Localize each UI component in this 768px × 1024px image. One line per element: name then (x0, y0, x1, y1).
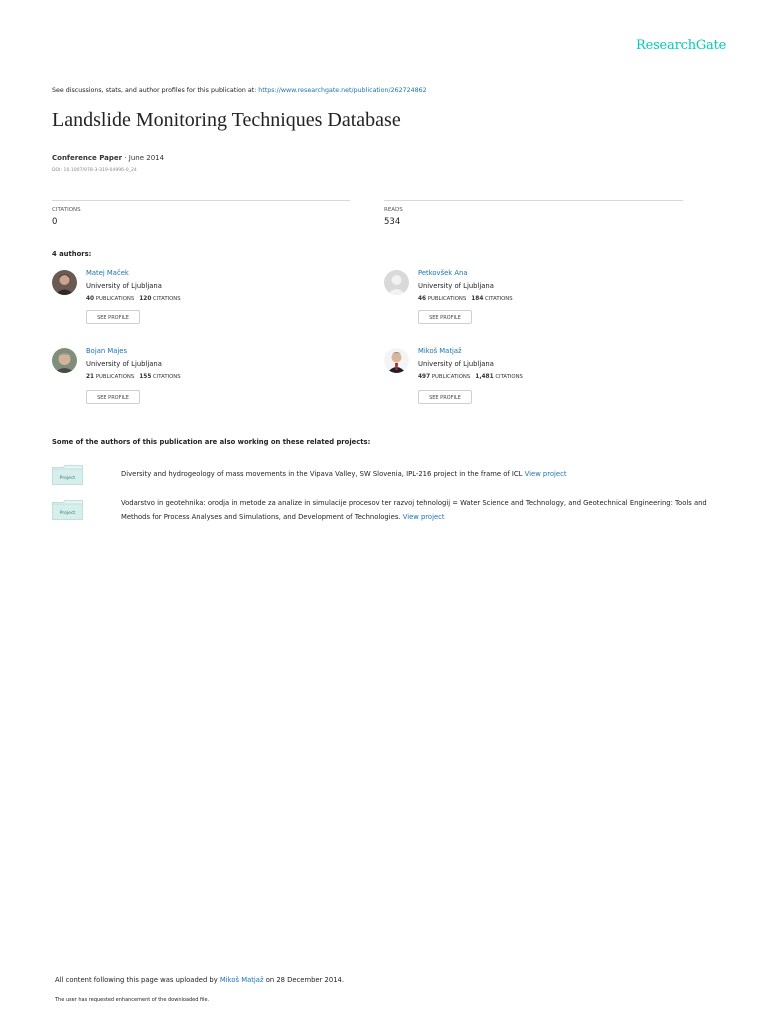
author-stats (86, 374, 181, 380)
authors-heading: 4 authors: (52, 250, 92, 258)
project-folder-icon[interactable] (52, 465, 83, 485)
author-institution: University of Ljubljana (418, 282, 494, 290)
project-icon-label: Project (59, 511, 76, 516)
publication-type: Conference Paper (52, 154, 123, 162)
doi: DOI: 10.1007/978-3-319-04996-0_24 (52, 168, 137, 173)
publication-type-line (52, 154, 164, 162)
view-project-link[interactable]: View project (524, 470, 567, 478)
project-description (121, 497, 721, 524)
see-profile-button[interactable]: SEE PROFILE (418, 390, 472, 404)
reads-label: READS (384, 207, 403, 213)
project-item (52, 500, 732, 530)
publications-count: 21 (86, 374, 95, 380)
author-card (52, 270, 312, 340)
intro-line (52, 87, 427, 94)
enhancement-note: The user has requested enhancement of the downloaded file. (55, 997, 210, 1003)
author-institution: University of Ljubljana (86, 282, 162, 290)
publication-title: Landslide Monitoring Techniques Database (52, 109, 401, 131)
uploaded-suffix: on 28 December 2014. (263, 976, 345, 984)
citations-count: 155 (139, 374, 152, 380)
publications-count: 40 (86, 296, 95, 302)
citations-label: CITATIONS (153, 374, 181, 380)
uploader-link[interactable]: Mikoš Matjaž (219, 976, 264, 984)
author-avatar-placeholder[interactable] (384, 270, 409, 295)
uploaded-prefix: All content following this page was uploaded by (55, 976, 220, 984)
project-text: Vodarstvo in geotehnika: orodja in metode za analize in simulacije procesov ter razvoj tehnologij = Water Science and Technology, and Geotechnical Engineering: Tools and Methods for Process Analyses and Simulations, and Development of Technologies. (121, 499, 707, 521)
project-item (52, 465, 732, 489)
author-card (52, 348, 312, 418)
project-description (121, 468, 721, 482)
researchgate-logo[interactable]: ResearchGate (636, 38, 727, 53)
citations-count: 120 (139, 296, 152, 302)
publication-date: · June 2014 (122, 154, 165, 162)
see-profile-button[interactable]: SEE PROFILE (86, 390, 140, 404)
citations-divider (52, 200, 350, 201)
author-name-link[interactable]: Bojan Majes (86, 347, 127, 355)
project-folder-icon[interactable] (52, 500, 83, 520)
citations-label: CITATIONS (153, 296, 181, 302)
citations-label: CITATIONS (485, 296, 513, 302)
author-institution: University of Ljubljana (418, 360, 494, 368)
citations-count: 1,481 (475, 374, 494, 380)
publications-label: PUBLICATIONS (431, 374, 471, 380)
author-avatar[interactable] (52, 270, 77, 295)
publications-label: PUBLICATIONS (95, 374, 135, 380)
uploaded-by-line (55, 976, 344, 984)
project-text: Diversity and hydrogeology of mass movements in the Vipava Valley, SW Slovenia, IPL-216 project in the frame of ICL (121, 470, 525, 478)
publication-url-link[interactable]: https://www.researchgate.net/publication/262724862 (258, 87, 427, 94)
author-stats (418, 374, 523, 380)
intro-text: See discussions, stats, and author profiles for this publication at: (52, 87, 259, 94)
reads-value: 534 (384, 217, 401, 227)
see-profile-button[interactable]: SEE PROFILE (418, 310, 472, 324)
author-stats (418, 296, 513, 302)
publications-label: PUBLICATIONS (427, 296, 467, 302)
publications-count: 497 (418, 374, 431, 380)
see-profile-button[interactable]: SEE PROFILE (86, 310, 140, 324)
citations-value: 0 (52, 217, 58, 227)
author-avatar[interactable] (384, 348, 409, 373)
author-institution: University of Ljubljana (86, 360, 162, 368)
citations-label: CITATIONS (52, 207, 81, 213)
author-name-link[interactable]: Mikoš Matjaž (418, 347, 462, 355)
citations-label: CITATIONS (495, 374, 523, 380)
author-name-link[interactable]: Petkovšek Ana (418, 269, 468, 277)
citations-count: 184 (471, 296, 484, 302)
related-projects-heading: Some of the authors of this publication are also working on these related projects: (52, 438, 371, 446)
project-icon-label: Project (59, 476, 76, 481)
author-card (384, 270, 644, 340)
author-avatar[interactable] (52, 348, 77, 373)
author-name-link[interactable]: Matej Maček (86, 269, 129, 277)
reads-divider (384, 200, 683, 201)
publications-count: 46 (418, 296, 427, 302)
publications-label: PUBLICATIONS (95, 296, 135, 302)
author-card (384, 348, 644, 418)
author-stats (86, 296, 181, 302)
view-project-link[interactable]: View project (402, 512, 445, 521)
